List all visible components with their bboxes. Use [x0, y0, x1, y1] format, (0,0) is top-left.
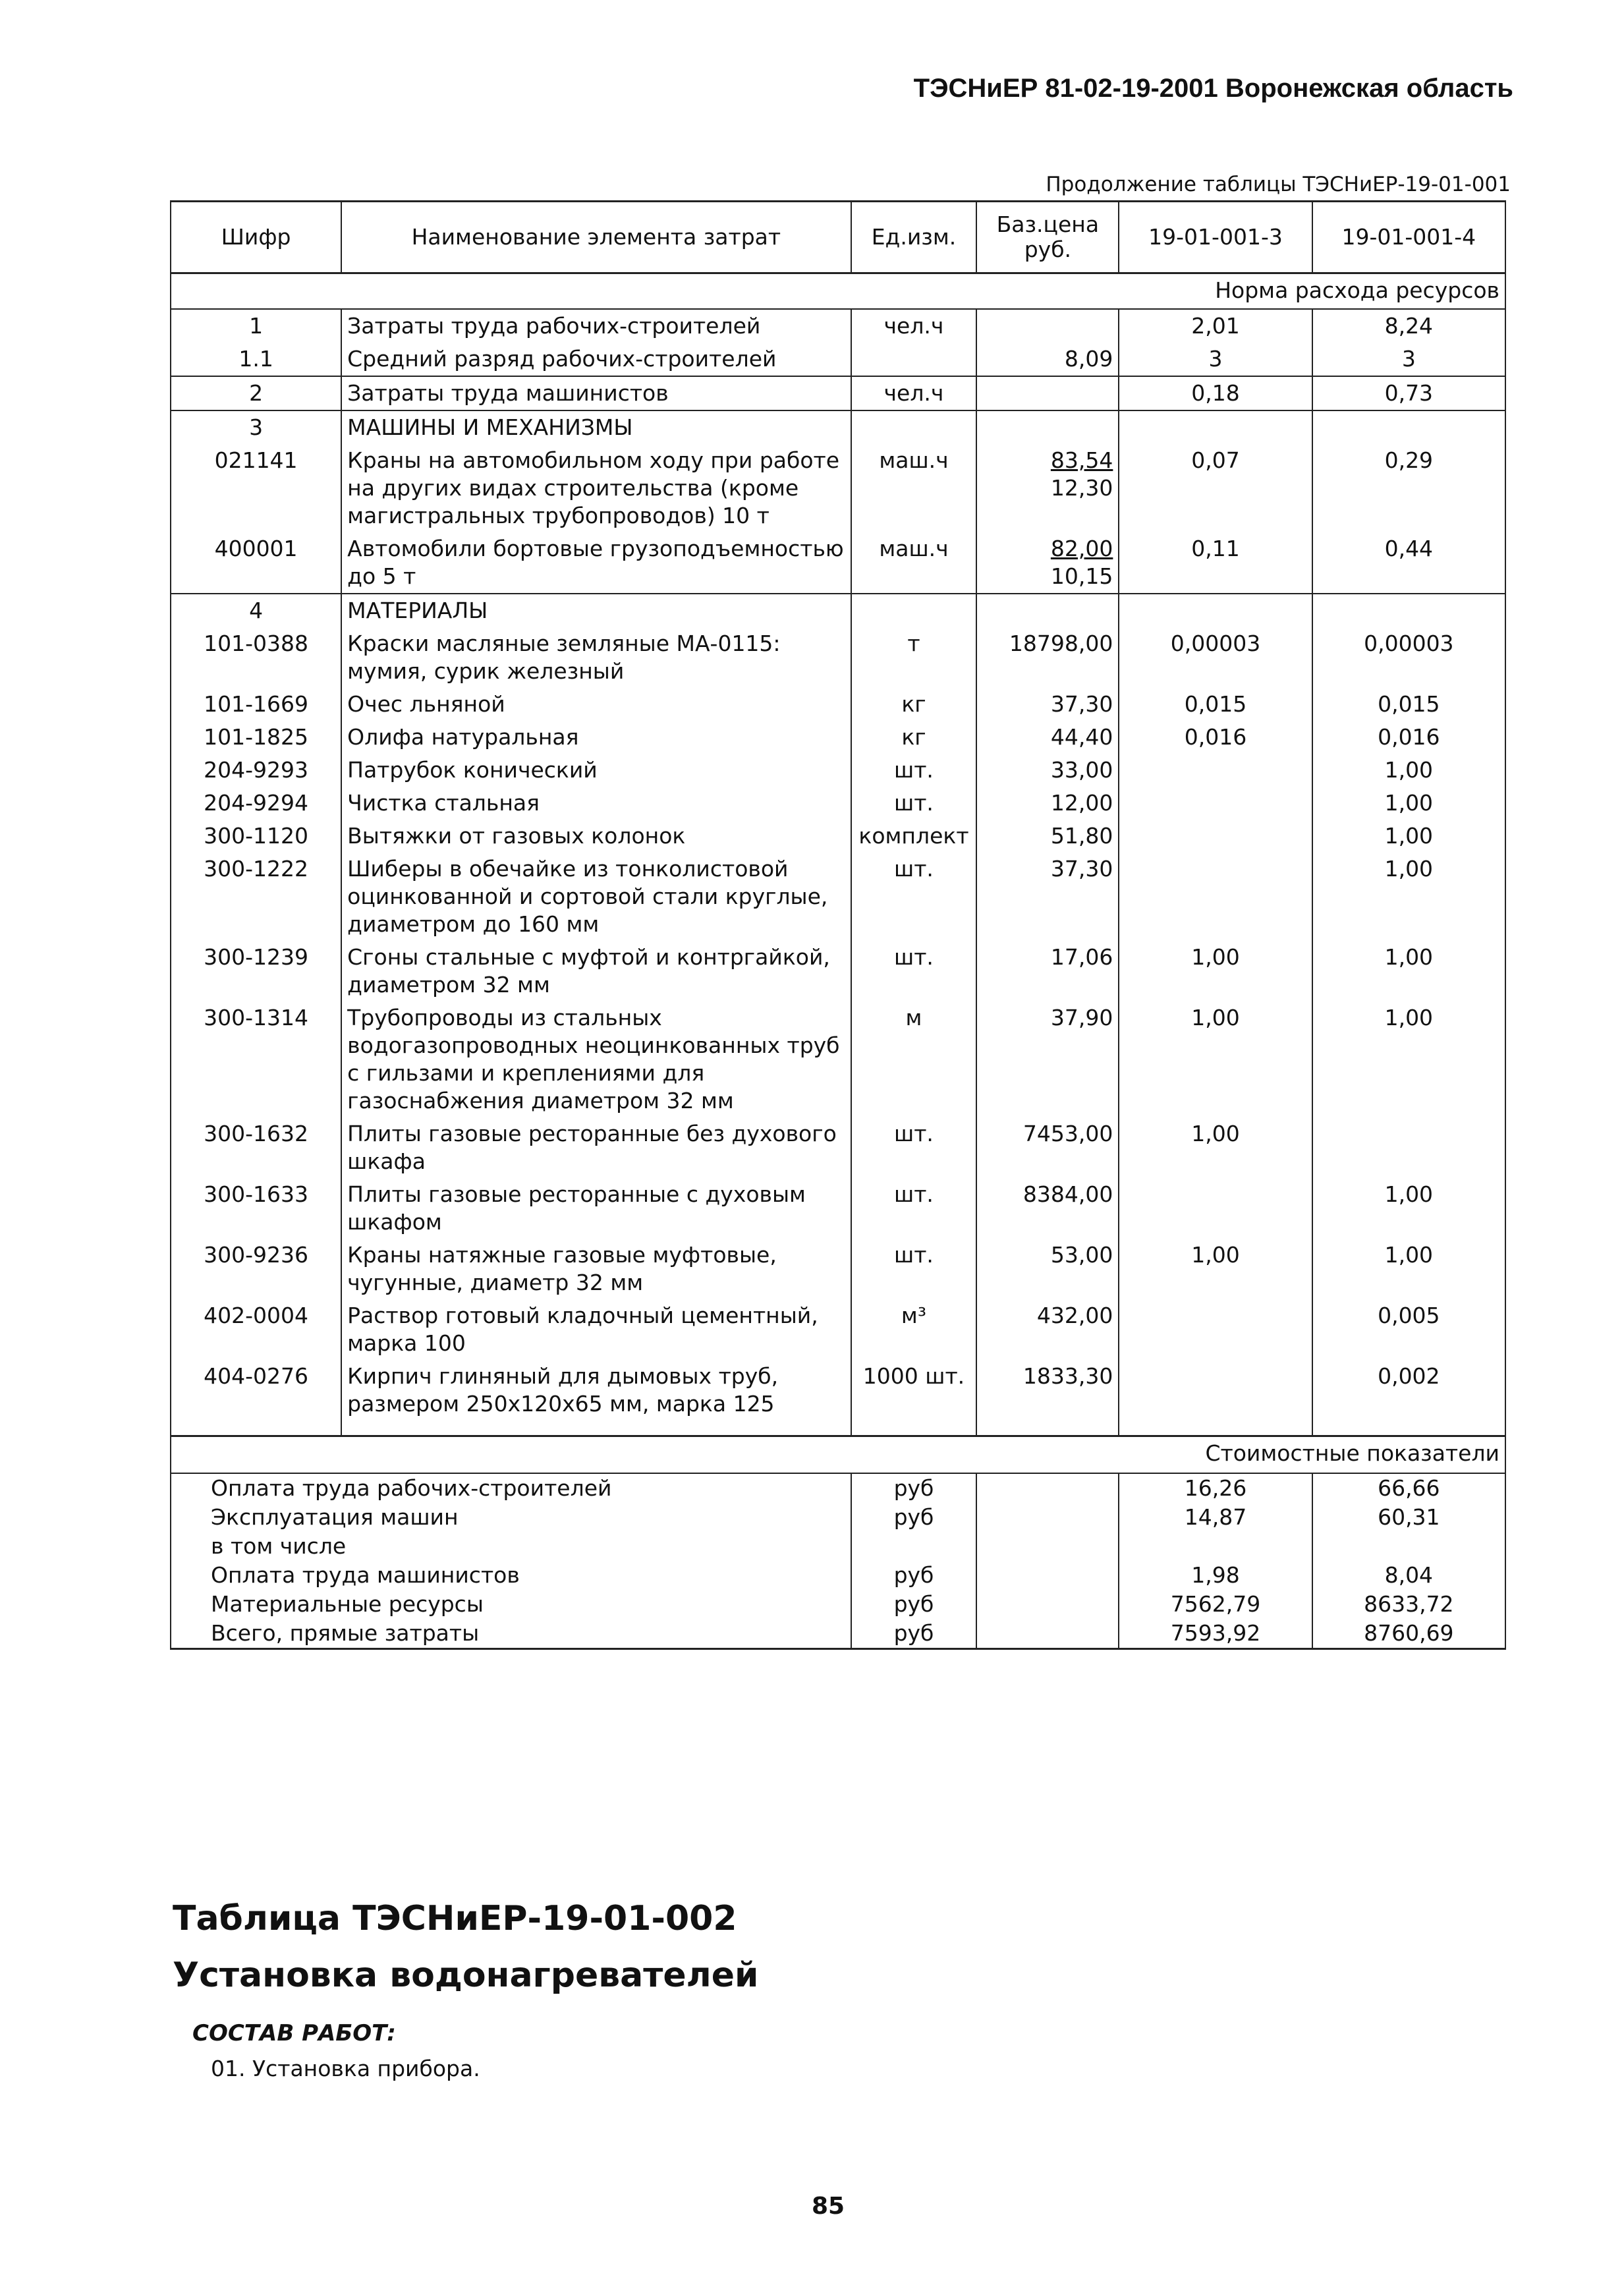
cell-v3: 0,015: [1119, 688, 1312, 721]
price-value: 53,00: [1050, 1242, 1113, 1268]
cell-unit: шт.: [851, 941, 977, 1001]
price-value: 37,30: [1050, 856, 1113, 882]
cell-v4: 1,00: [1312, 787, 1505, 820]
cell-unit: чел.ч: [851, 376, 977, 410]
table-row: [171, 410, 1505, 444]
cell-code: 204-9294: [171, 787, 341, 820]
cost-price: [976, 1473, 1119, 1503]
cell-unit: комплект: [851, 820, 977, 853]
cell-code: 402-0004: [171, 1299, 341, 1360]
price-value: 1833,30: [1022, 1363, 1113, 1389]
cell-name: Краны на автомобильном ходу при работе на других видах строительства (кроме магистральных трубопроводов) 10 т: [341, 444, 851, 532]
cell-v3: [1119, 410, 1312, 444]
spacer-cell: [341, 1421, 851, 1436]
cost-price: [976, 1590, 1119, 1619]
cost-v4: 8,04: [1312, 1561, 1505, 1590]
table-row: [171, 688, 1505, 721]
cell-v4: 1,00: [1312, 941, 1505, 1001]
cell-name: Олифа натуральная: [341, 721, 851, 754]
col-unit-header: Ед.изм.: [851, 202, 977, 273]
table-row: [171, 1001, 1505, 1117]
cell-price: [976, 1117, 1119, 1178]
cell-v3: [1119, 1178, 1312, 1239]
cell-code: 300-1314: [171, 1001, 341, 1117]
price-value: 51,80: [1050, 823, 1113, 849]
price-value: 12,00: [1050, 790, 1113, 816]
cell-code: 300-9236: [171, 1239, 341, 1299]
cell-price: [976, 1178, 1119, 1239]
cell-unit: т: [851, 627, 977, 688]
cell-price: [976, 1001, 1119, 1117]
cell-v3: 2,01: [1119, 309, 1312, 343]
cell-unit: шт.: [851, 853, 977, 941]
cell-unit: 1000 шт.: [851, 1360, 977, 1421]
spacer-cell: [851, 1421, 977, 1436]
cell-code: 101-1825: [171, 721, 341, 754]
cost-price: [976, 1532, 1119, 1561]
cell-v4: 0,016: [1312, 721, 1505, 754]
cell-v3: [1119, 1360, 1312, 1421]
cell-v3: 0,00003: [1119, 627, 1312, 688]
cost-row: [171, 1473, 1505, 1503]
continuation-caption: Продолжение таблицы ТЭСНиЕР-19-01-001: [1046, 173, 1511, 196]
cell-v4: 0,29: [1312, 444, 1505, 532]
cell-code: 204-9293: [171, 754, 341, 787]
price-value: 432,00: [1036, 1303, 1113, 1328]
cell-v3: 3: [1119, 343, 1312, 376]
table-header-row: [171, 202, 1505, 273]
col-v4-header: 19-01-001-4: [1312, 202, 1505, 273]
cell-v3: 1,00: [1119, 1117, 1312, 1178]
cost-unit: руб: [851, 1561, 977, 1590]
work-composition-title: СОСТАВ РАБОТ:: [192, 2020, 396, 2046]
price-value: 17,06: [1050, 944, 1113, 970]
price-value: 18798,00: [1009, 631, 1113, 656]
cost-v4: 60,31: [1312, 1503, 1505, 1532]
cost-label-cell: Оплата труда рабочих-строителей: [171, 1473, 851, 1503]
cell-code: 101-0388: [171, 627, 341, 688]
table-row: [171, 1117, 1505, 1178]
cell-unit: шт.: [851, 1117, 977, 1178]
cost-v3: 7593,92: [1119, 1619, 1312, 1649]
spacer-cell: [1312, 1421, 1505, 1436]
cost-label: Стоимостные показатели: [171, 1436, 1505, 1474]
cell-name: Затраты труда рабочих-строителей: [341, 309, 851, 343]
spacer-cell: [171, 1421, 341, 1436]
price-value: 37,30: [1050, 691, 1113, 717]
cell-price: [976, 820, 1119, 853]
cell-code: 300-1632: [171, 1117, 341, 1178]
cost-v4: 8633,72: [1312, 1590, 1505, 1619]
col-v3-header: 19-01-001-3: [1119, 202, 1312, 273]
cell-v4: 1,00: [1312, 754, 1505, 787]
cost-unit: руб: [851, 1503, 977, 1532]
cell-price: [976, 627, 1119, 688]
price-value: 33,00: [1050, 757, 1113, 783]
cost-v3: 16,26: [1119, 1473, 1312, 1503]
cell-unit: кг: [851, 721, 977, 754]
cell-name: Патрубок конический: [341, 754, 851, 787]
col-price-header: Баз.цена руб.: [976, 202, 1119, 273]
cell-v4: 1,00: [1312, 1001, 1505, 1117]
cost-row: [171, 1561, 1505, 1590]
cost-v4: 66,66: [1312, 1473, 1505, 1503]
cost-price: [976, 1561, 1119, 1590]
table-row: [171, 787, 1505, 820]
cell-code: 404-0276: [171, 1360, 341, 1421]
price-value: 37,90: [1050, 1005, 1113, 1030]
col-code-header: Шифр: [171, 202, 341, 273]
page-number: 85: [812, 2193, 845, 2220]
cell-unit: [851, 410, 977, 444]
cell-unit: шт.: [851, 1239, 977, 1299]
cell-name: Очес льняной: [341, 688, 851, 721]
cell-code: 1: [171, 309, 341, 343]
cost-row: [171, 1590, 1505, 1619]
cell-name: Раствор готовый кладочный цементный, марка 100: [341, 1299, 851, 1360]
table-row: [171, 941, 1505, 1001]
spacer-row: [171, 1421, 1505, 1436]
table-row: [171, 343, 1505, 376]
cell-v3: [1119, 1299, 1312, 1360]
cell-price: [976, 376, 1119, 410]
cost-v3: 1,98: [1119, 1561, 1312, 1590]
cell-unit: м: [851, 1001, 977, 1117]
cost-label-cell: в том числе: [171, 1532, 851, 1561]
cell-v4: 1,00: [1312, 1239, 1505, 1299]
cost-v3: 7562,79: [1119, 1590, 1312, 1619]
price-machinist-value: 10,15: [1050, 563, 1113, 589]
cell-v4: [1312, 410, 1505, 444]
page-header: ТЭСНиЕР 81-02-19-2001 Воронежская область: [913, 74, 1513, 103]
cell-name: Шиберы в обечайке из тонколистовой оцинкованной и сортовой стали круглые, диаметром до 160 мм: [341, 853, 851, 941]
cell-code: 021141: [171, 444, 341, 532]
cost-label-row: [171, 1436, 1505, 1474]
cell-v4: 0,002: [1312, 1360, 1505, 1421]
cell-code: 300-1239: [171, 941, 341, 1001]
price-value: 83,54: [1050, 447, 1113, 473]
cell-price: [976, 721, 1119, 754]
cell-price: [976, 1299, 1119, 1360]
cell-v3: [1119, 820, 1312, 853]
cost-unit: руб: [851, 1473, 977, 1503]
cell-name: Затраты труда машинистов: [341, 376, 851, 410]
cell-price: [976, 594, 1119, 627]
cost-label-cell: Оплата труда машинистов: [171, 1561, 851, 1590]
cell-name: Чистка стальная: [341, 787, 851, 820]
cell-name: Краны натяжные газовые муфтовые, чугунные, диаметр 32 мм: [341, 1239, 851, 1299]
table-row: [171, 721, 1505, 754]
cell-v3: 0,11: [1119, 532, 1312, 594]
table-row: [171, 594, 1505, 627]
cell-unit: шт.: [851, 754, 977, 787]
table-row: [171, 820, 1505, 853]
cost-v3: 14,87: [1119, 1503, 1312, 1532]
table-row: [171, 1360, 1505, 1421]
cost-label-cell: Материальные ресурсы: [171, 1590, 851, 1619]
cell-unit: [851, 343, 977, 376]
table-row: [171, 627, 1505, 688]
price-machinist-value: 12,30: [1050, 475, 1113, 501]
cell-price: [976, 941, 1119, 1001]
table-row: [171, 532, 1505, 594]
cell-price: [976, 532, 1119, 594]
cell-name: МАШИНЫ И МЕХАНИЗМЫ: [341, 410, 851, 444]
cost-price: [976, 1619, 1119, 1649]
cost-unit: руб: [851, 1619, 977, 1649]
cost-price: [976, 1503, 1119, 1532]
table-row: [171, 754, 1505, 787]
cost-v4: [1312, 1532, 1505, 1561]
cell-v4: 0,015: [1312, 688, 1505, 721]
price-value: 82,00: [1050, 536, 1113, 561]
norm-label: Норма расхода ресурсов: [171, 273, 1505, 310]
cell-unit: шт.: [851, 1178, 977, 1239]
cost-v4: 8760,69: [1312, 1619, 1505, 1649]
price-value: 44,40: [1050, 724, 1113, 750]
table-row: [171, 309, 1505, 343]
cell-v3: 0,07: [1119, 444, 1312, 532]
cell-unit: [851, 594, 977, 627]
cell-v3: 0,18: [1119, 376, 1312, 410]
table-row: [171, 853, 1505, 941]
cell-price: [976, 754, 1119, 787]
table-row: [171, 444, 1505, 532]
cell-v4: 0,005: [1312, 1299, 1505, 1360]
cost-row: [171, 1619, 1505, 1649]
work-item: 01. Установка прибора.: [211, 2056, 480, 2081]
cell-v4: [1312, 1117, 1505, 1178]
price-value: 8384,00: [1022, 1181, 1113, 1207]
cost-row: [171, 1503, 1505, 1532]
cell-v4: 1,00: [1312, 820, 1505, 853]
cell-name: Автомобили бортовые грузоподъемностью до 5 т: [341, 532, 851, 594]
cell-v4: [1312, 594, 1505, 627]
cell-v4: 1,00: [1312, 1178, 1505, 1239]
cell-name: Трубопроводы из стальных водогазопроводных неоцинкованных труб с гильзами и креплениями для газоснабжения диаметром 32 мм: [341, 1001, 851, 1117]
cell-code: 300-1120: [171, 820, 341, 853]
cell-name: Сгоны стальные с муфтой и контргайкой, диаметром 32 мм: [341, 941, 851, 1001]
cell-code: 101-1669: [171, 688, 341, 721]
cell-v3: [1119, 853, 1312, 941]
cell-unit: кг: [851, 688, 977, 721]
cell-name: Кирпич глиняный для дымовых труб, размером 250х120х65 мм, марка 125: [341, 1360, 851, 1421]
cell-code: 3: [171, 410, 341, 444]
table-row: [171, 1239, 1505, 1299]
cell-v3: [1119, 594, 1312, 627]
cost-unit: руб: [851, 1590, 977, 1619]
cost-row: [171, 1532, 1505, 1561]
cell-v4: 8,24: [1312, 309, 1505, 343]
cell-v3: 1,00: [1119, 1001, 1312, 1117]
cell-code: 4: [171, 594, 341, 627]
cell-price: [976, 787, 1119, 820]
cell-code: 2: [171, 376, 341, 410]
cell-price: [976, 410, 1119, 444]
price-value: 8,09: [1064, 346, 1113, 372]
cell-name: Средний разряд рабочих-строителей: [341, 343, 851, 376]
cell-price: [976, 853, 1119, 941]
cell-unit: маш.ч: [851, 444, 977, 532]
cell-name: МАТЕРИАЛЫ: [341, 594, 851, 627]
table-row: [171, 1299, 1505, 1360]
norm-label-row: [171, 273, 1505, 310]
price-value: 7453,00: [1022, 1121, 1113, 1146]
cell-name: Вытяжки от газовых колонок: [341, 820, 851, 853]
resource-table: [170, 200, 1506, 1650]
cell-code: 400001: [171, 532, 341, 594]
cell-unit: шт.: [851, 787, 977, 820]
cell-v4: 0,44: [1312, 532, 1505, 594]
cost-label-cell: Всего, прямые затраты: [171, 1619, 851, 1649]
cell-v3: [1119, 787, 1312, 820]
cell-v3: [1119, 754, 1312, 787]
cell-v4: 0,00003: [1312, 627, 1505, 688]
cost-unit: [851, 1532, 977, 1561]
cell-price: [976, 1239, 1119, 1299]
cell-price: [976, 444, 1119, 532]
cost-label-cell: Эксплуатация машин: [171, 1503, 851, 1532]
cell-name: Краски масляные земляные МА-0115: мумия, сурик железный: [341, 627, 851, 688]
spacer-cell: [976, 1421, 1119, 1436]
cell-v3: 1,00: [1119, 941, 1312, 1001]
cell-code: 300-1633: [171, 1178, 341, 1239]
col-name-header: Наименование элемента затрат: [341, 202, 851, 273]
cell-v4: 0,73: [1312, 376, 1505, 410]
cell-price: [976, 688, 1119, 721]
table-row: [171, 1178, 1505, 1239]
cell-code: 1.1: [171, 343, 341, 376]
cell-unit: маш.ч: [851, 532, 977, 594]
cell-v4: 1,00: [1312, 853, 1505, 941]
cell-name: Плиты газовые ресторанные с духовым шкафом: [341, 1178, 851, 1239]
cell-v3: 0,016: [1119, 721, 1312, 754]
cell-price: [976, 309, 1119, 343]
table-row: [171, 376, 1505, 410]
cell-price: [976, 1360, 1119, 1421]
cell-price: [976, 343, 1119, 376]
cell-unit: м³: [851, 1299, 977, 1360]
spacer-cell: [1119, 1421, 1312, 1436]
next-table-subtitle: Установка водонагревателей: [173, 1956, 759, 1995]
cost-v3: [1119, 1532, 1312, 1561]
cell-v4: 3: [1312, 343, 1505, 376]
cell-unit: чел.ч: [851, 309, 977, 343]
cell-v3: 1,00: [1119, 1239, 1312, 1299]
cell-name: Плиты газовые ресторанные без духового шкафа: [341, 1117, 851, 1178]
next-table-title: Таблица ТЭСНиЕР-19-01-002: [173, 1899, 737, 1938]
cell-code: 300-1222: [171, 853, 341, 941]
